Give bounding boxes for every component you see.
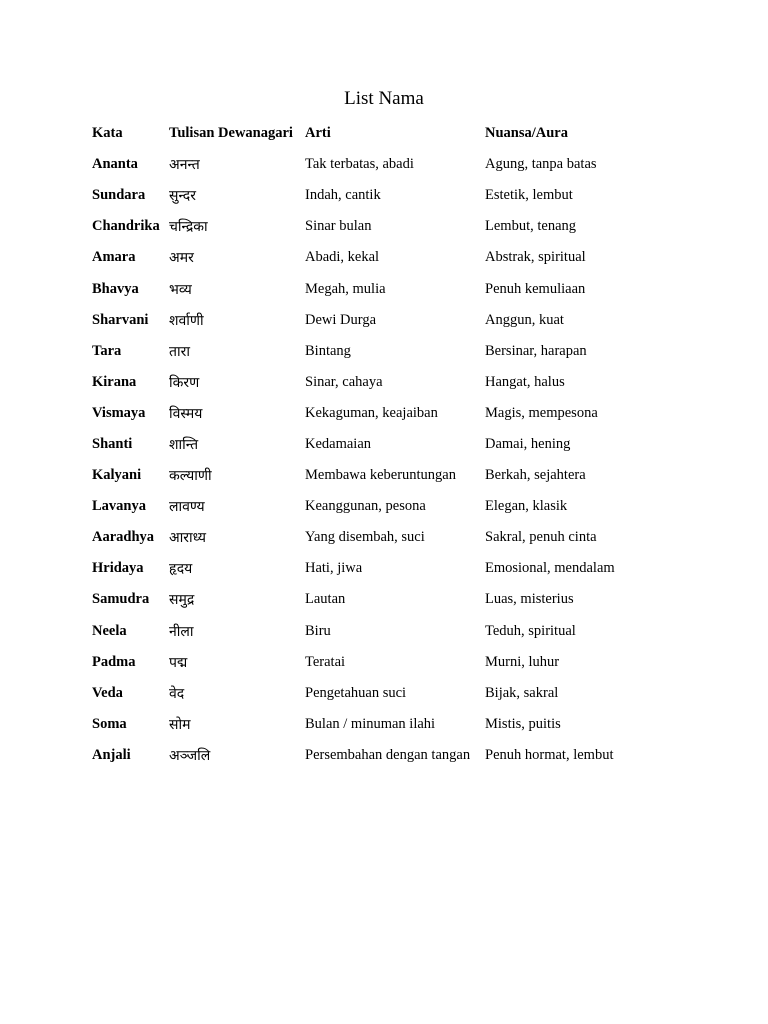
table-row	[92, 460, 645, 491]
table-row	[92, 522, 645, 553]
cell-nuansa: Mistis, puitis	[485, 715, 561, 732]
cell-nuansa: Penuh hormat, lembut	[485, 746, 614, 763]
table-row	[92, 273, 645, 304]
cell-arti: Membawa keberuntungan	[305, 467, 456, 484]
cell-kata: Kalyani	[92, 467, 142, 484]
table-row	[92, 616, 645, 647]
cell-nuansa: Magis, mempesona	[485, 404, 598, 421]
header-kata: Kata	[92, 125, 123, 142]
cell-kata: Kirana	[92, 373, 137, 390]
cell-nuansa: Bijak, sakral	[485, 684, 559, 701]
cell-nuansa: Damai, hening	[485, 435, 571, 452]
table-row	[92, 367, 645, 398]
cell-dewanagari: किरण	[169, 374, 200, 391]
cell-kata: Sharvani	[92, 311, 149, 328]
cell-nuansa: Lembut, tenang	[485, 218, 577, 235]
cell-kata: Samudra	[92, 591, 150, 608]
cell-kata: Lavanya	[92, 498, 146, 515]
cell-dewanagari: अनन्त	[169, 157, 200, 174]
table-row	[92, 709, 645, 740]
cell-kata: Amara	[92, 249, 136, 266]
cell-nuansa: Luas, misterius	[485, 591, 574, 608]
cell-arti: Hati, jiwa	[305, 560, 363, 577]
table-row	[92, 242, 645, 273]
table-row	[92, 584, 645, 615]
cell-arti: Kedamaian	[305, 435, 372, 452]
cell-arti: Persembahan dengan tangan	[305, 746, 471, 763]
cell-dewanagari: विस्मय	[169, 405, 203, 422]
cell-dewanagari: तारा	[169, 343, 190, 360]
header-arti: Arti	[305, 125, 331, 142]
cell-arti: Dewi Durga	[305, 311, 377, 328]
table-row	[92, 553, 645, 584]
table-row	[92, 305, 645, 336]
cell-nuansa: Sakral, penuh cinta	[485, 529, 597, 546]
cell-dewanagari: अञ्जलि	[169, 747, 211, 764]
cell-kata: Anjali	[92, 746, 131, 763]
cell-arti: Keanggunan, pesona	[305, 498, 426, 515]
cell-kata: Soma	[92, 715, 127, 732]
cell-kata: Ananta	[92, 156, 138, 173]
cell-dewanagari: नीला	[169, 623, 194, 640]
cell-nuansa: Murni, luhur	[485, 653, 560, 670]
cell-nuansa: Estetik, lembut	[485, 187, 573, 204]
header-nuansa: Nuansa/Aura	[485, 125, 568, 142]
cell-arti: Abadi, kekal	[305, 249, 380, 266]
cell-nuansa: Hangat, halus	[485, 373, 565, 390]
cell-nuansa: Berkah, sejahtera	[485, 467, 586, 484]
table-row	[92, 180, 645, 211]
cell-arti: Lautan	[305, 591, 346, 608]
table-row	[92, 149, 645, 180]
cell-arti: Tak terbatas, abadi	[305, 156, 414, 173]
cell-nuansa: Abstrak, spiritual	[485, 249, 586, 266]
cell-nuansa: Elegan, klasik	[485, 498, 568, 515]
cell-dewanagari: अमर	[169, 250, 194, 267]
cell-dewanagari: समुद्र	[169, 592, 195, 609]
cell-kata: Sundara	[92, 187, 146, 204]
cell-dewanagari: हृदय	[169, 561, 193, 578]
table-row	[92, 678, 645, 709]
cell-dewanagari: पद्म	[169, 654, 188, 671]
table-row	[92, 336, 645, 367]
cell-arti: Kekaguman, keajaiban	[305, 404, 438, 421]
cell-kata: Neela	[92, 622, 127, 639]
cell-nuansa: Penuh kemuliaan	[485, 280, 586, 297]
table-row	[92, 398, 645, 429]
cell-kata: Veda	[92, 684, 123, 701]
cell-kata: Aaradhya	[92, 529, 155, 546]
cell-nuansa: Bersinar, harapan	[485, 342, 587, 359]
cell-kata: Hridaya	[92, 560, 144, 577]
cell-kata: Padma	[92, 653, 136, 670]
page-title: List Nama	[344, 88, 424, 109]
cell-kata: Chandrika	[92, 218, 160, 235]
cell-arti: Bintang	[305, 342, 351, 359]
cell-dewanagari: कल्याणी	[169, 468, 212, 485]
cell-dewanagari: शर्वाणी	[169, 312, 204, 329]
cell-dewanagari: सुन्दर	[169, 188, 196, 205]
cell-arti: Pengetahuan suci	[305, 684, 407, 701]
table-header-row	[92, 118, 645, 149]
cell-arti: Biru	[305, 622, 331, 639]
cell-dewanagari: भव्य	[169, 281, 192, 298]
table-row	[92, 211, 645, 242]
header-dewanagari: Tulisan Dewanagari	[169, 125, 293, 142]
table-row	[92, 647, 645, 678]
table-row	[92, 740, 645, 771]
cell-dewanagari: सोम	[169, 716, 191, 733]
cell-kata: Bhavya	[92, 280, 139, 297]
cell-kata: Shanti	[92, 435, 133, 452]
table-body	[92, 149, 645, 771]
cell-arti: Sinar bulan	[305, 218, 372, 235]
cell-arti: Megah, mulia	[305, 280, 386, 297]
cell-nuansa: Teduh, spiritual	[485, 622, 576, 639]
names-table	[92, 118, 645, 771]
cell-arti: Bulan / minuman ilahi	[305, 715, 436, 732]
cell-arti: Sinar, cahaya	[305, 373, 383, 390]
cell-dewanagari: शान्ति	[169, 436, 199, 453]
table-row	[92, 491, 645, 522]
cell-nuansa: Agung, tanpa batas	[485, 156, 597, 173]
cell-dewanagari: चन्द्रिका	[169, 219, 208, 236]
cell-dewanagari: आराध्य	[169, 530, 207, 547]
cell-nuansa: Anggun, kuat	[485, 311, 564, 328]
cell-arti: Teratai	[305, 653, 346, 670]
cell-dewanagari: लावण्य	[169, 499, 205, 516]
cell-dewanagari: वेद	[169, 685, 185, 702]
cell-nuansa: Emosional, mendalam	[485, 560, 615, 577]
table-row	[92, 429, 645, 460]
cell-kata: Tara	[92, 342, 122, 359]
cell-kata: Vismaya	[92, 404, 146, 421]
cell-arti: Indah, cantik	[305, 187, 381, 204]
cell-arti: Yang disembah, suci	[305, 529, 425, 546]
